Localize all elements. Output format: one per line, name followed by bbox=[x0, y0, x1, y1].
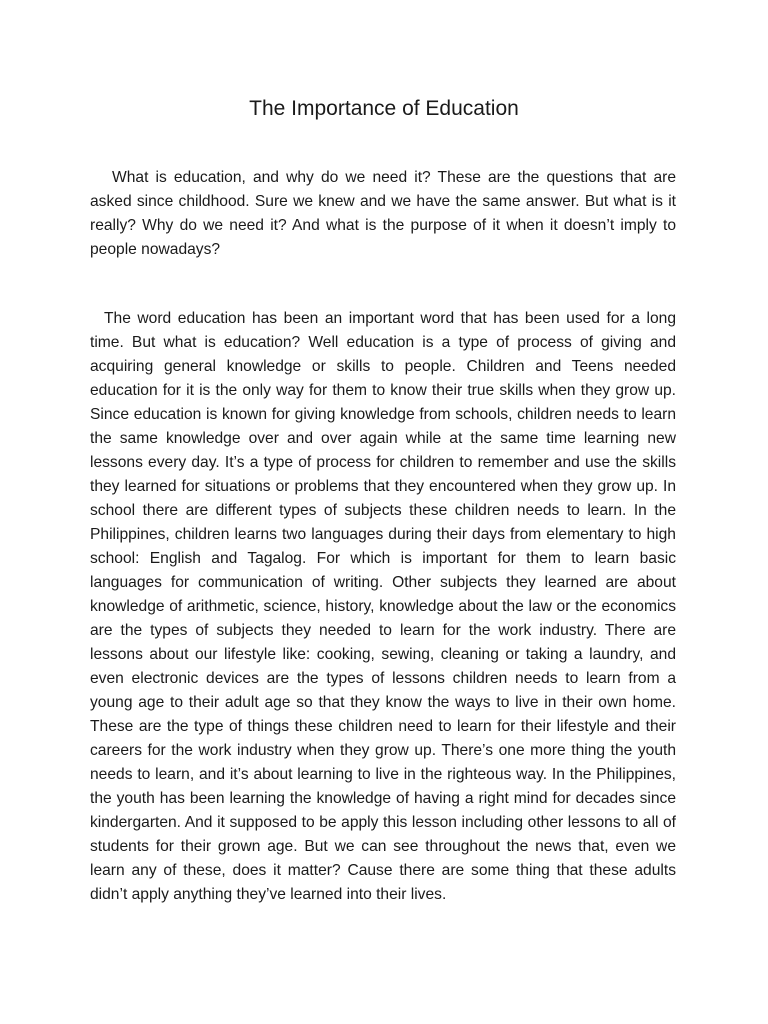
paragraph-intro: What is education, and why do we need it? These are the questions that are asked since childhood. Sure we knew and we have the same answer. But what is it really? Why do we need it? And what is the purpose of it when it doesn’t imply to people nowadays? bbox=[90, 169, 676, 258]
document-title: The Importance of Education bbox=[249, 97, 519, 120]
paragraph-body: The word education has been an important word that has been used for a long time. But what is education? Well education is a type of process of giving and acquiring general knowledge or skills to people. Children and Teens needed education for it is the only way for them to know their true skills when they grow up. Since education is known for giving knowledge from schools, children needs to learn the same knowledge over and over again while at the same time learning new lessons every day. It’s a type of process for children to remember and use the skills they learned for situations or problems that they encountered when they grow up. In school there are different types of subjects these children needs to learn. In the Philippines, children learns two languages during their days from elementary to high school: English and Tagalog. For which is important for them to learn basic languages for communication of writing. Other subjects they learned are about knowledge of arithmetic, science, history, knowledge about the law or the economics are the types of subjects they needed to learn for the work industry. There are lessons about our lifestyle like: cooking, sewing, cleaning or taking a laundry, and even electronic devices are the types of lessons children needs to learn from a young age to their adult age so that they know the ways to live in their own home. These are the type of things these children need to learn for their lifestyle and their careers for the work industry when they grow up. There’s one more thing the youth needs to learn, and it’s about learning to live in the righteous way. In the Philippines, the youth has been learning the knowledge of having a right mind for decades since kindergarten. And it supposed to be apply this lesson including other lessons to all of students for their grown age. But we can see throughout the news that, even we learn any of these, does it matter? Cause there are some thing that these adults didn’t apply anything they’ve learned into their lives. bbox=[90, 310, 676, 903]
